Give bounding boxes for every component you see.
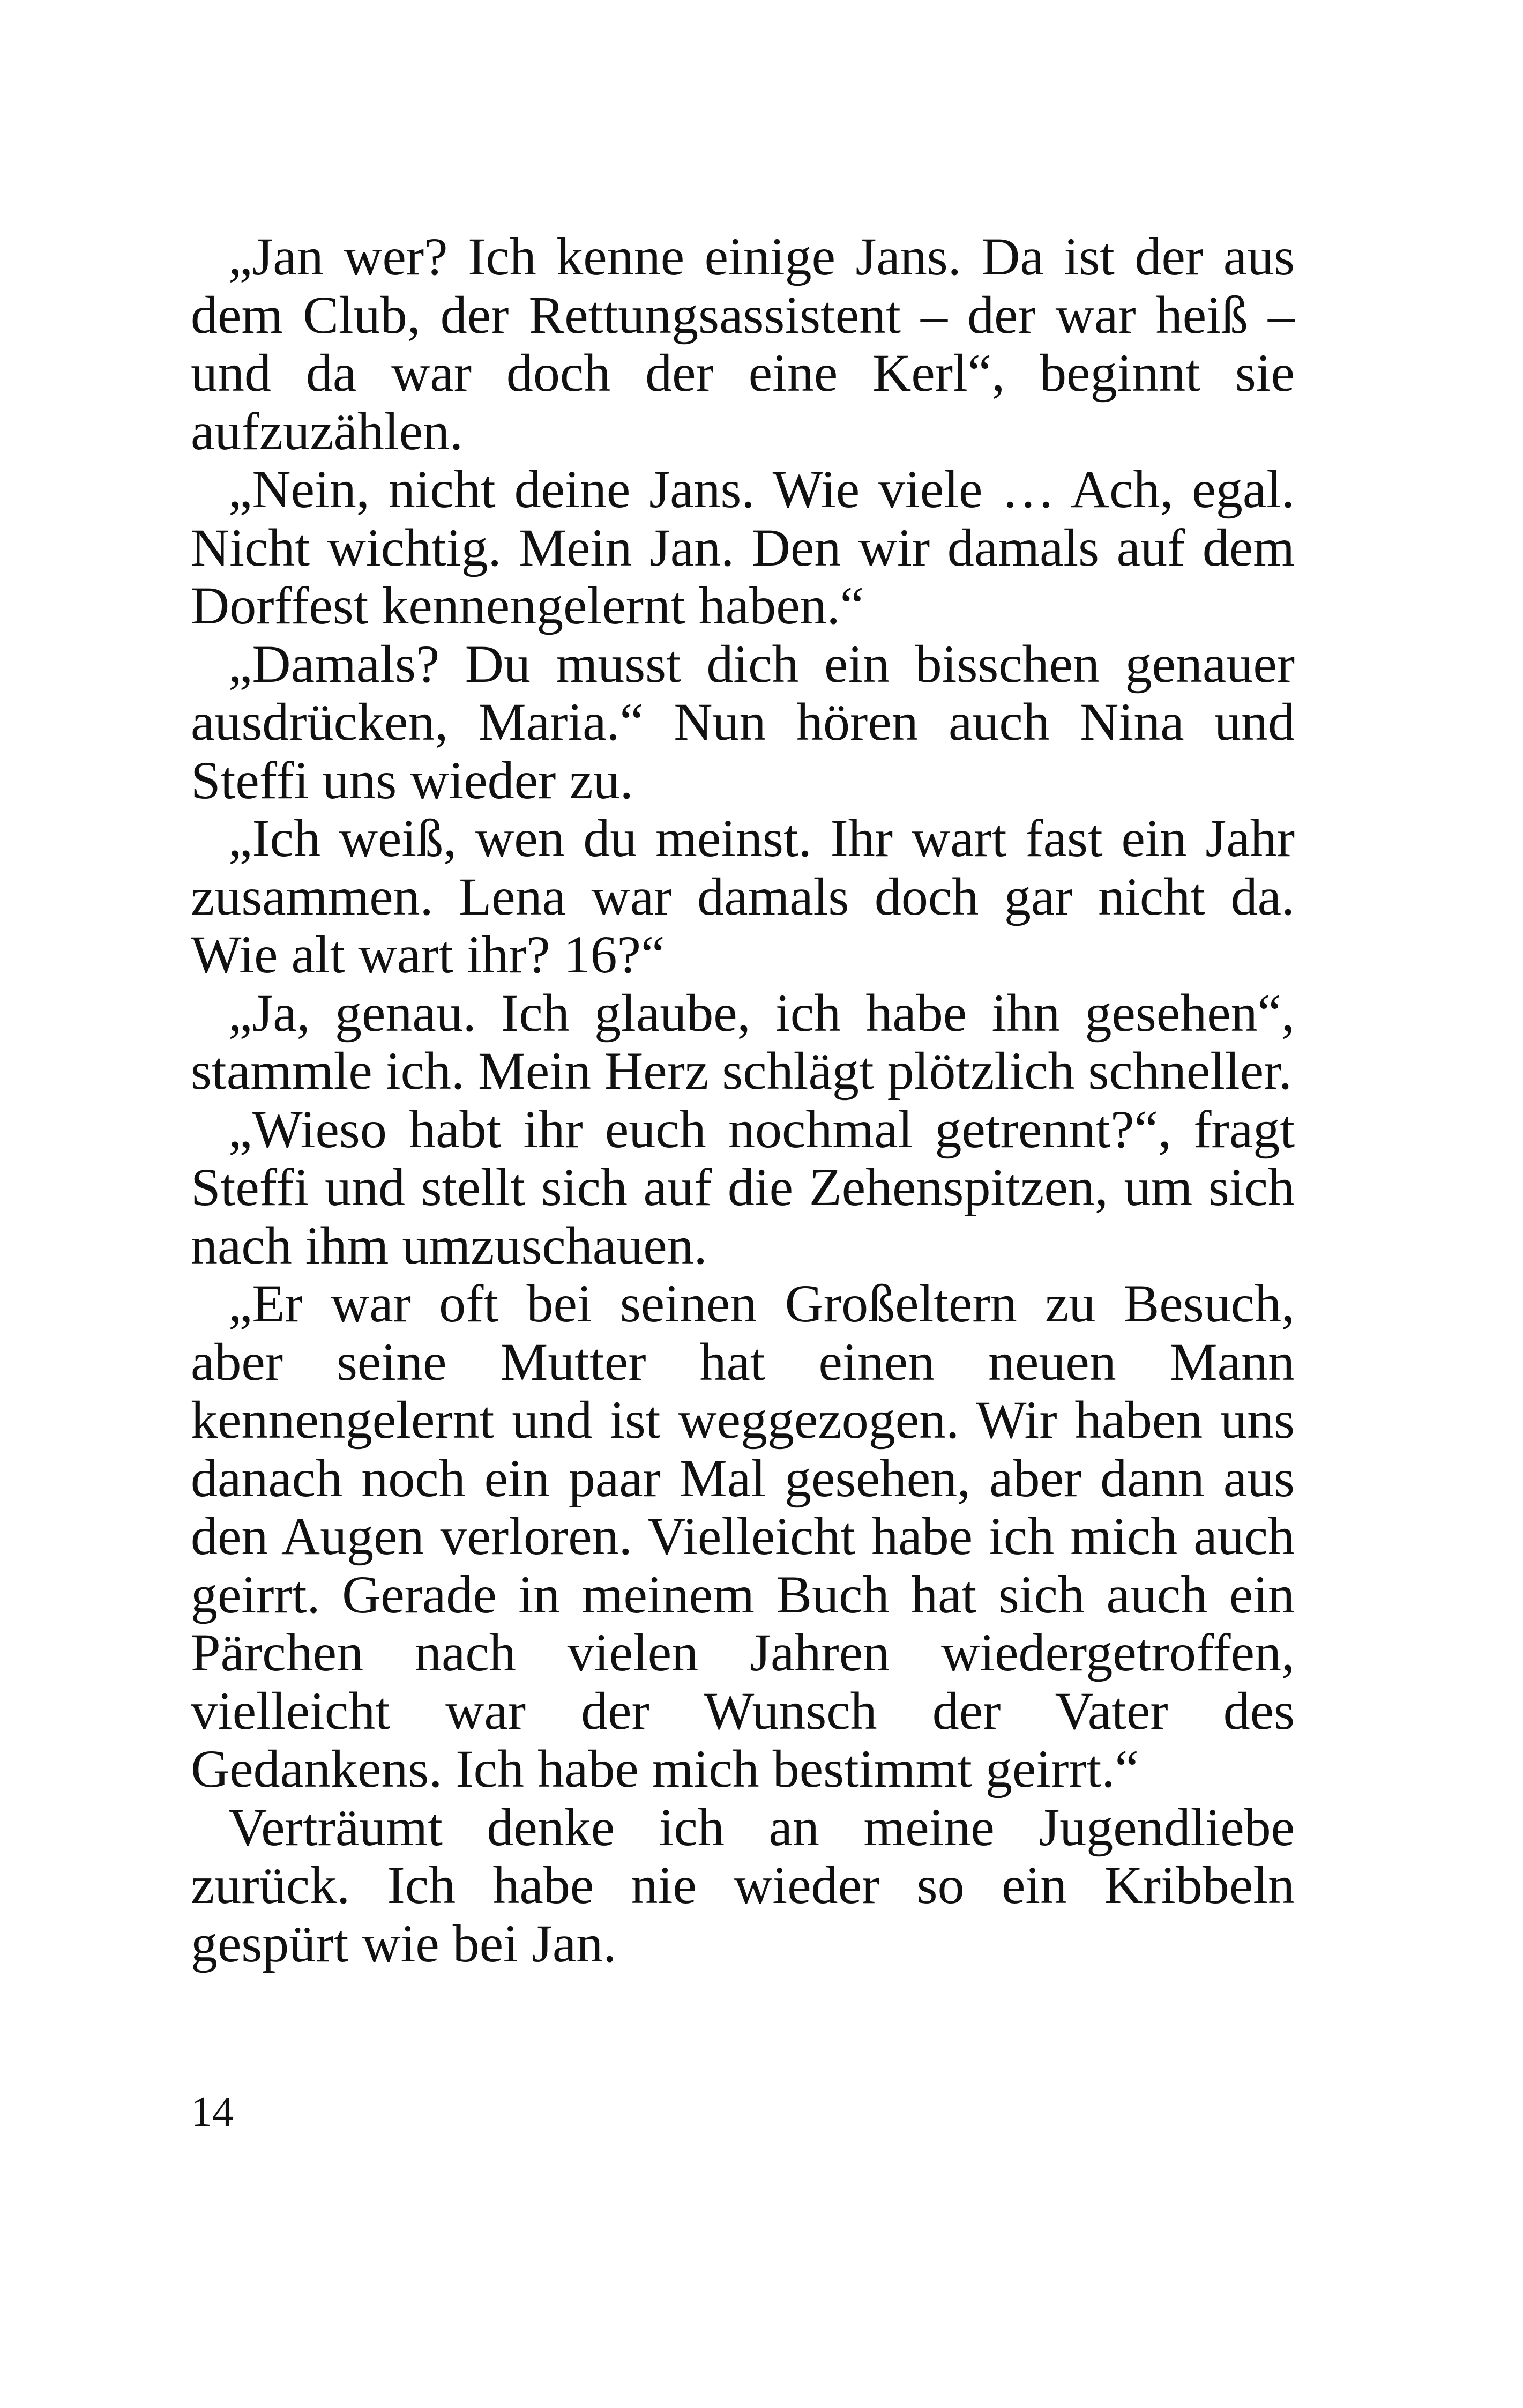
paragraph-4: „Ich weiß, wen du meinst. Ihr wart fast ein Jahr zusammen. Lena war damals doch gar nicht da. Wie alt wart ihr? 16?“ <box>191 808 1295 984</box>
body-text <box>191 228 1295 1973</box>
paragraph-2: „Nein, nicht deine Jans. Wie viele … Ach, egal. Nicht wichtig. Mein Jan. Den wir damals auf dem Dorffest kennengelernt haben.“ <box>191 459 1295 635</box>
page-number: 14 <box>191 2089 234 2136</box>
paragraph-6: „Wieso habt ihr euch nochmal getrennt?“, fragt Steffi und stellt sich auf die Zehenspitzen, um sich nach ihm umzuschauen. <box>191 1099 1295 1275</box>
paragraph-8: Verträumt denke ich an meine Jugendliebe zurück. Ich habe nie wieder so ein Kribbeln gespürt wie bei Jan. <box>191 1797 1295 1973</box>
paragraph-1: „Jan wer? Ich kenne einige Jans. Da ist der aus dem Club, der Rettungsassistent – der war heiß – und da war doch der eine Kerl“, beginnt sie aufzuzählen. <box>191 227 1295 461</box>
paragraph-3: „Damals? Du musst dich ein bisschen genauer ausdrücken, Maria.“ Nun hören auch Nina und Steffi uns wieder zu. <box>191 634 1295 810</box>
paragraph-7: „Er war oft bei seinen Großeltern zu Besuch, aber seine Mutter hat einen neuen Mann kennengelernt und ist weggezogen. Wir haben uns danach noch ein paar Mal gesehen, aber dann aus den Augen verloren. Vielleicht habe ich mich auch geirrt. Gerade in meinem Buch hat sich auch ein Pärchen nach vielen Jahren wiedergetroffen, vielleicht war der Wunsch der Vater des Gedankens. Ich habe mich bestimmt geirrt.“ <box>191 1274 1295 1798</box>
paragraph-5: „Ja, genau. Ich glaube, ich habe ihn gesehen“, stammle ich. Mein Herz schlägt plötzlich schneller. <box>191 983 1295 1101</box>
